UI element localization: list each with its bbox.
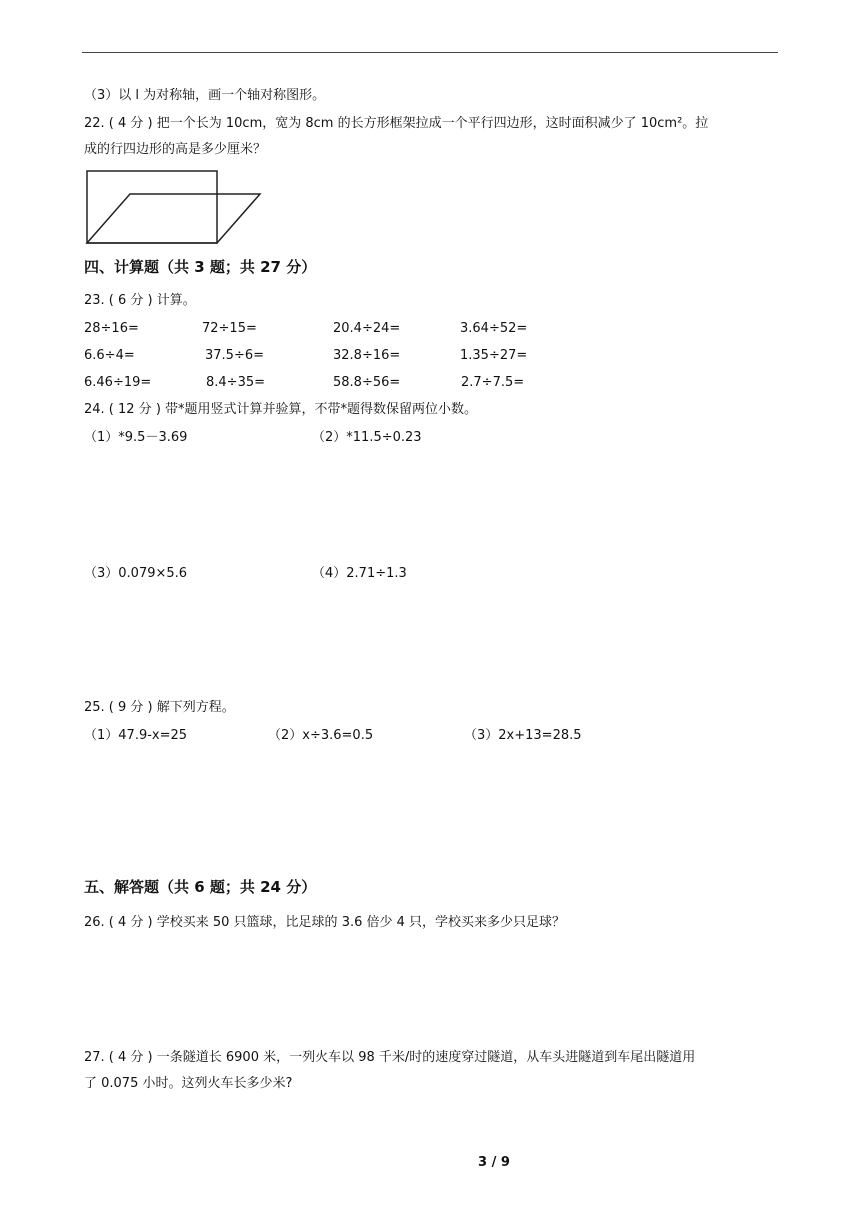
q24-item4: （4）2.71÷1.3 <box>312 566 407 581</box>
header-rule <box>82 52 778 53</box>
page-number: 3 / 9 <box>478 1155 510 1170</box>
q23-r3c3: 58.8÷56= <box>333 375 401 390</box>
q23-stem: 23. ( 6 分 ) 计算。 <box>84 293 196 308</box>
q23-r2c2: 37.5÷6= <box>205 348 265 363</box>
q24-stem: 24. ( 12 分 ) 带*题用竖式计算并验算，不带*题得数保留两位小数。 <box>84 402 478 417</box>
q23-r3c4: 2.7÷7.5= <box>461 375 525 390</box>
q21-part3-text: （3）以 l 为对称轴，画一个轴对称图形。 <box>84 88 326 103</box>
q25-item3: （3）2x+13=28.5 <box>464 728 582 743</box>
q27-line1: 27. ( 4 分 ) 一条隧道长 6900 米，一列火车以 98 千米/时的速度穿过隧道，从车头进隧道到车尾出隧道用 <box>84 1050 696 1065</box>
q26-text: 26. ( 4 分 ) 学校买来 50 只篮球，比足球的 3.6 倍少 4 只，学校买来多少只足球？ <box>84 915 566 930</box>
q24-item2: （2）*11.5÷0.23 <box>312 430 422 445</box>
q22-line2: 成的行四边形的高是多少厘米？ <box>84 142 267 157</box>
q23-r2c3: 32.8÷16= <box>333 348 401 363</box>
q22-line1: 22. ( 4 分 ) 把一个长为 10cm，宽为 8cm 的长方形框架拉成一个平行四边形，这时面积减少了 10cm²。拉 <box>84 116 709 131</box>
q23-r2c1: 6.6÷4= <box>84 348 135 363</box>
q25-item2: （2）x÷3.6=0.5 <box>268 728 374 743</box>
section5-title: 五、解答题（共 6 题；共 24 分） <box>84 878 317 896</box>
q23-r1c1: 28÷16= <box>84 321 139 336</box>
q25-stem: 25. ( 9 分 ) 解下列方程。 <box>84 700 235 715</box>
q23-r3c1: 6.46÷19= <box>84 375 152 390</box>
q23-r1c4: 3.64÷52= <box>460 321 528 336</box>
q23-r2c4: 1.35÷27= <box>460 348 528 363</box>
q23-r1c3: 20.4÷24= <box>333 321 401 336</box>
rectangle-parallelogram-figure <box>84 168 264 246</box>
q27-line2: 了 0.075 小时。这列火车长多少米? <box>84 1076 293 1091</box>
q23-r3c2: 8.4÷35= <box>206 375 266 390</box>
q24-item3: （3）0.079×5.6 <box>84 566 188 581</box>
q23-r1c2: 72÷15= <box>202 321 257 336</box>
section4-title: 四、计算题（共 3 题；共 27 分） <box>84 258 317 276</box>
q24-item1: （1）*9.5－3.69 <box>84 430 188 445</box>
q25-item1: （1）47.9-x=25 <box>84 728 188 743</box>
